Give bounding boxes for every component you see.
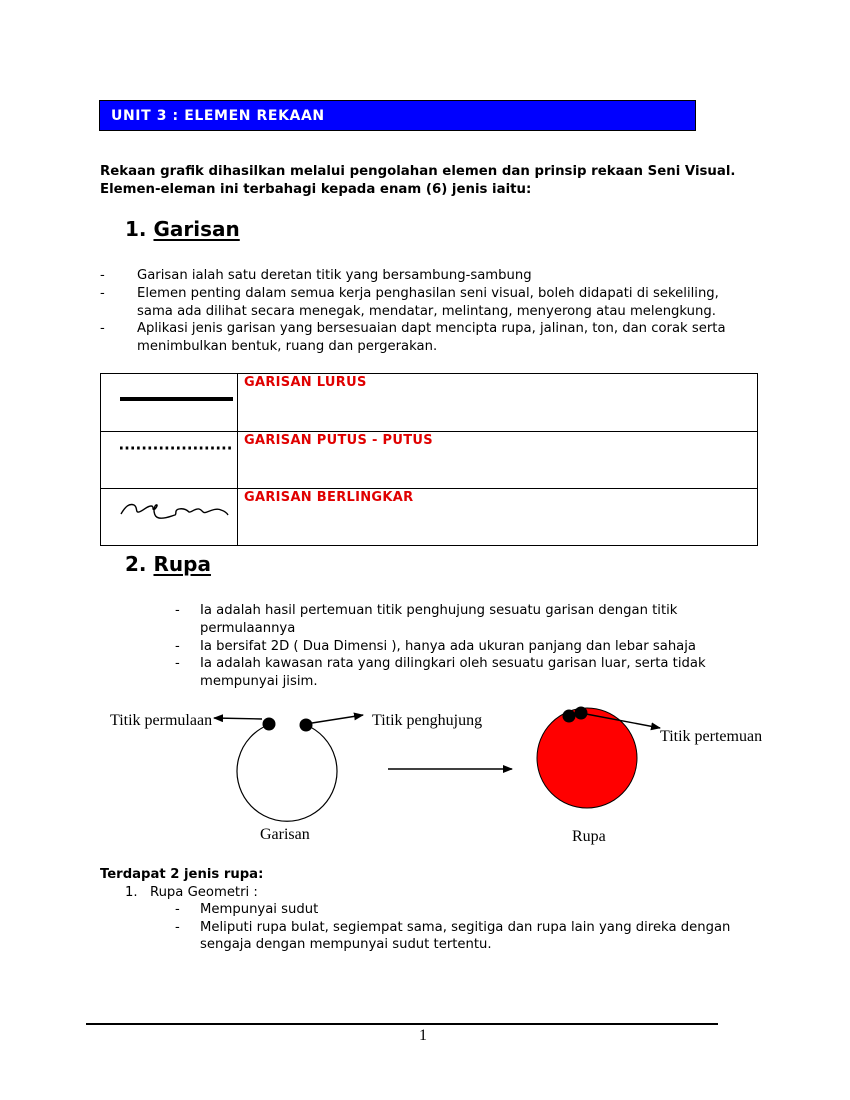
list-item-title: Rupa Geometri : [150, 885, 258, 900]
section-1-number: 1. [125, 217, 147, 241]
line-sample-cell [101, 432, 238, 489]
section-2-title: Rupa [153, 552, 211, 576]
bullet-text: sengaja dengan mempunyai sudut tertentu. [200, 937, 492, 952]
end-point-label: Titik penghujung [372, 712, 483, 729]
bullet-dash: - [175, 603, 180, 618]
solid-line-icon [101, 374, 237, 427]
bullet-text: Ia adalah hasil pertemuan titik penghujung sesuatu garisan dengan titik [200, 603, 678, 618]
bullet-dash: - [175, 902, 180, 917]
line-type-label: GARISAN LURUS [238, 374, 758, 432]
bullet-dash: - [100, 321, 105, 336]
section-1-title: Garisan [153, 217, 240, 241]
bullet-dash: - [100, 268, 105, 283]
intro-line-2: Elemen-eleman ini terbahagi kepada enam (6) jenis iaitu: [100, 182, 532, 197]
line-type-label: GARISAN PUTUS - PUTUS [238, 432, 758, 489]
bullet-text: Aplikasi jenis garisan yang bersesuaian dapt mencipta rupa, jalinan, ton, dan corak serta [137, 321, 726, 336]
bullet-dash: - [175, 656, 180, 671]
dotted-line-icon [101, 432, 237, 484]
meeting-point-label: Titik pertemuan [660, 728, 763, 745]
line-type-label: GARISAN BERLINGKAR [238, 489, 758, 546]
section-1-heading [125, 217, 240, 241]
bullet-text: Meliputi rupa bulat, segiempat sama, segitiga dan rupa lain yang direka dengan [200, 920, 731, 935]
intro-line-1: Rekaan grafik dihasilkan melalui pengolahan elemen dan prinsip rekaan Seni Visual. [100, 164, 736, 179]
intro-paragraph [100, 163, 735, 199]
table-row [101, 374, 758, 432]
page-number: 1 [419, 1027, 427, 1044]
bullet-text: Garisan ialah satu deretan titik yang bersambung-sambung [137, 268, 532, 283]
open-circle-icon [214, 715, 363, 821]
table-row [101, 489, 758, 546]
bullet-text: Mempunyai sudut [200, 902, 319, 917]
bullet-text: Ia bersifat 2D ( Dua Dimensi ), hanya ada ukuran panjang dan lebar sahaja [200, 639, 696, 654]
bullet-text: menimbulkan bentuk, ruang dan pergerakan. [137, 339, 438, 354]
footer-divider [86, 1023, 718, 1025]
bullet-text: Ia adalah kawasan rata yang dilingkari oleh sesuatu garisan luar, serta tidak [200, 656, 706, 671]
wavy-line-icon [101, 489, 237, 541]
start-point-label: Titik permulaan [110, 712, 213, 729]
line-sample-cell [101, 489, 238, 546]
bullet-dash: - [100, 286, 105, 301]
unit-header [99, 100, 696, 131]
line-types-table [100, 373, 758, 546]
bullet-text: permulaannya [200, 621, 296, 636]
shape-types-heading: Terdapat 2 jenis rupa: [100, 867, 264, 882]
list-number: 1. [125, 885, 138, 900]
bullet-dash: - [175, 920, 180, 935]
line-caption: Garisan [260, 826, 310, 843]
bullet-text: sama ada dilihat secara menegak, mendatar, melintang, menyerong atau melengkung. [137, 304, 716, 319]
filled-circle-icon [537, 707, 660, 809]
bullet-text: mempunyai jisim. [200, 674, 318, 689]
bullet-text: Elemen penting dalam semua kerja penghasilan seni visual, boleh didapati di sekeliling, [137, 286, 719, 301]
table-row [101, 432, 758, 489]
shape-caption: Rupa [572, 828, 606, 845]
bullet-dash: - [175, 639, 180, 654]
section-2-number: 2. [125, 552, 147, 576]
line-sample-cell [101, 374, 238, 432]
unit-title: UNIT 3 : ELEMEN REKAAN [111, 108, 325, 124]
section-2-heading [125, 552, 211, 576]
